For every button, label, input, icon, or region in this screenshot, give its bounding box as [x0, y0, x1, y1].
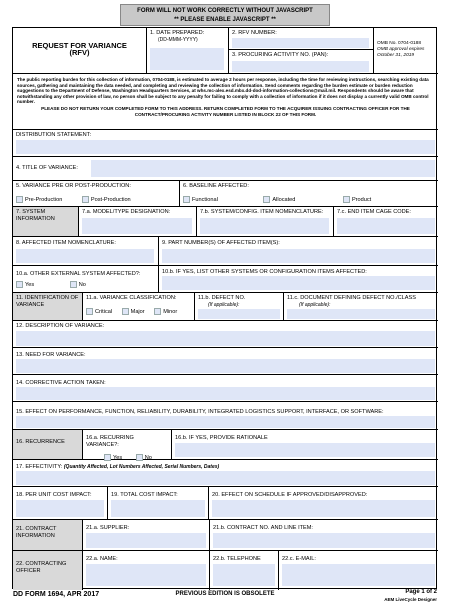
post-production-label: Post-Production	[90, 196, 131, 203]
minor-label: Minor	[163, 308, 178, 315]
total-cost-label: 19. TOTAL COST IMPACT:	[111, 492, 178, 498]
critical-checkbox[interactable]	[86, 308, 93, 315]
recurring-yes-label: Yes	[113, 454, 123, 461]
recurring-variance-label: 16.a. RECURRING VARIANCE?:	[86, 435, 134, 448]
form-subtitle: (RFV)	[69, 48, 90, 57]
title-of-variance-label: 4. TITLE OF VARIANCE:	[16, 165, 78, 171]
total-cost-cell	[108, 487, 209, 520]
model-type-label: 7.a. MODEL/TYPE DESIGNATION:	[82, 209, 171, 215]
identification-label: 11. IDENTIFICATION OF VARIANCE	[16, 295, 79, 308]
contracting-officer-label: 22. CONTRACTING OFFICER	[16, 561, 67, 574]
external-system-yes-label: Yes	[25, 281, 35, 288]
recurring-variance-cell	[83, 430, 172, 460]
other-systems-input[interactable]	[162, 276, 435, 290]
critical-label: Critical	[95, 308, 113, 315]
form-identifier: DD FORM 1694, APR 2017	[13, 591, 100, 598]
affected-item-cell	[13, 237, 159, 266]
per-unit-cost-input[interactable]	[16, 500, 104, 517]
need-label: 13. NEED FOR VARIANCE:	[16, 352, 86, 358]
part-numbers-cell	[159, 237, 438, 266]
burden-statement: The public reporting burden for this collection of information, 0704-0188, is estimated to average 2 hours per response, including the time for reviewing instructions, searching existing data sources, gathering and maintaining the data needed, and completing and reviewing the collection of information. Send comments regarding the burden estimate or burden reduction suggestions to the Department of Defense, Washington Headquarters Services, at whs.mc-alex.esd.mbx.dd-dod-information-collections@mail.mil. Respondents should be aware that notwithstanding any other provision of law, no person shall be subject to any penalty for failing to comply with a collection of information if it does not display a currently valid OMB control number.	[17, 77, 429, 105]
pre-post-production-label: 5. VARIANCE PRE OR POST-PRODUCTION:	[16, 183, 131, 189]
recurring-no-label: No	[144, 454, 152, 461]
procuring-activity-cell	[229, 50, 374, 74]
distribution-statement-cell	[13, 130, 438, 157]
officer-telephone-label: 22.b. TELEPHONE	[213, 556, 261, 562]
corrective-action-cell	[13, 375, 438, 402]
rfv-form	[12, 27, 437, 589]
officer-email-label: 22.c. E-MAIL:	[282, 556, 316, 562]
other-systems-label: 10.b. IF YES, LIST OTHER SYSTEMS OR CONFIGURATION ITEMS AFFECTED:	[162, 269, 367, 275]
defect-number-cell	[195, 293, 284, 321]
other-systems-cell	[159, 266, 438, 293]
officer-name-cell	[83, 551, 210, 590]
pre-post-production-cell	[13, 181, 180, 207]
end-item-cage-cell	[334, 207, 438, 237]
part-numbers-label: 9. PART NUMBER(S) OF AFFECTED ITEM(S):	[162, 240, 280, 246]
major-checkbox[interactable]	[122, 308, 129, 315]
system-nomenclature-label: 7.b. SYSTEM/CONFIG. ITEM NOMENCLATURE:	[200, 209, 324, 215]
burden-notice	[13, 74, 438, 130]
allocated-label: Allocated	[272, 196, 296, 203]
schedule-effect-input[interactable]	[212, 500, 435, 517]
effect-on-performance-label: 15. EFFECT ON PERFORMANCE, FUNCTION, RELIABILITY, DURABILITY, INTEGRATED LOGISTICS SUPPORT, INTERFACE, OR SOFTWARE:	[16, 409, 384, 415]
effectivity-hint: (Quantity Affected, Lot Numbers Affected, Serial Numbers, Dates)	[63, 464, 220, 470]
product-checkbox[interactable]	[343, 196, 350, 203]
model-type-input[interactable]	[82, 218, 192, 234]
javascript-warning-banner	[120, 4, 330, 26]
banner-line-2: ** PLEASE ENABLE JAVASCRIPT **	[174, 17, 276, 23]
external-system-label: 10.a. OTHER EXTERNAL SYSTEM AFFECTED?:	[16, 271, 141, 277]
description-label: 12. DESCRIPTION OF VARIANCE:	[16, 323, 105, 329]
officer-email-cell	[279, 551, 438, 590]
per-unit-cost-cell	[13, 487, 108, 520]
supplier-label: 21.a. SUPPLIER:	[86, 525, 130, 531]
contract-number-input[interactable]	[213, 533, 435, 548]
corrective-action-label: 14. CORRECTIVE ACTION TAKEN:	[16, 380, 106, 386]
pre-production-checkbox[interactable]	[16, 196, 23, 203]
procuring-activity-input[interactable]	[232, 61, 369, 72]
pre-production-label: Pre-Production	[25, 196, 63, 203]
date-format-hint: (DD-MMM-YYYY)	[158, 37, 198, 43]
recurrence-rationale-label: 16.b. IF YES, PROVIDE RATIONALE	[175, 435, 268, 441]
part-numbers-input[interactable]	[162, 249, 435, 263]
external-system-yes-checkbox[interactable]	[16, 281, 23, 288]
page-number: Page 1 of 2	[405, 589, 437, 595]
baseline-affected-cell	[180, 181, 438, 207]
officer-email-input[interactable]	[282, 564, 435, 586]
variance-classification-cell	[83, 293, 195, 321]
contract-information-label: 21. CONTRACT INFORMATION	[16, 526, 57, 539]
form-title-cell	[13, 28, 147, 74]
effectivity-label: 17. EFFECTIVITY:	[16, 464, 63, 470]
system-nomenclature-input[interactable]	[200, 218, 329, 234]
defect-document-cell	[284, 293, 438, 321]
date-prepared-cell	[147, 28, 229, 74]
defect-number-label: 11.b. DEFECT NO.	[198, 295, 246, 301]
end-item-cage-label: 7.c. END ITEM CAGE CODE:	[337, 209, 411, 215]
effectivity-cell	[13, 460, 438, 487]
per-unit-cost-label: 18. PER UNIT COST IMPACT:	[16, 492, 92, 498]
rfv-number-label: 2. RFV NUMBER:	[232, 30, 277, 36]
external-system-no-checkbox[interactable]	[70, 281, 77, 288]
need-input[interactable]	[16, 359, 435, 373]
contract-number-cell	[210, 520, 438, 551]
functional-label: Functional	[192, 196, 218, 203]
system-information-label: 7. SYSTEM INFORMATION	[16, 209, 55, 222]
omb-expiration: OMB approval expires October 31, 2019	[377, 47, 425, 58]
need-cell	[13, 348, 438, 375]
contract-number-label: 21.b. CONTRACT NO. AND LINE ITEM:	[213, 525, 313, 531]
distribution-input[interactable]	[16, 140, 435, 154]
allocated-checkbox[interactable]	[263, 196, 270, 203]
title-of-variance-input[interactable]	[91, 160, 435, 177]
system-information-header	[13, 207, 79, 237]
supplier-input[interactable]	[86, 533, 206, 548]
model-type-cell	[79, 207, 197, 237]
functional-checkbox[interactable]	[183, 196, 190, 203]
external-system-no-label: No	[78, 281, 86, 288]
designer-credit: AEM LiveCycle Designer	[384, 597, 437, 602]
effect-on-performance-cell	[13, 402, 438, 430]
schedule-effect-cell	[209, 487, 438, 520]
product-label: Product	[351, 196, 372, 203]
officer-telephone-cell	[210, 551, 279, 590]
defect-document-input[interactable]	[287, 309, 435, 319]
affected-item-label: 8. AFFECTED ITEM NOMENCLATURE:	[16, 240, 116, 246]
omb-info-cell	[374, 28, 438, 74]
title-of-variance-cell	[13, 157, 438, 181]
obsolete-notice: PREVIOUS EDITION IS OBSOLETE	[175, 591, 275, 597]
description-cell	[13, 321, 438, 348]
recurrence-header	[13, 430, 83, 460]
total-cost-input[interactable]	[111, 500, 205, 517]
supplier-cell	[83, 520, 210, 551]
variance-classification-label: 11.a. VARIANCE CLASSIFICATION:	[86, 295, 177, 301]
defect-document-label: 11.c. DOCUMENT DEFINING DEFECT NO./CLASS	[287, 295, 416, 301]
end-item-cage-input[interactable]	[337, 218, 435, 234]
schedule-effect-label: 20. EFFECT ON SCHEDULE IF APPROVED/DISAPPROVED:	[212, 492, 368, 498]
major-label: Major	[130, 308, 145, 315]
recurrence-label: 16. RECURRENCE	[16, 439, 65, 445]
date-prepared-input[interactable]	[150, 48, 224, 70]
external-system-cell	[13, 266, 159, 293]
post-production-checkbox[interactable]	[82, 196, 89, 203]
corrective-action-input[interactable]	[16, 387, 435, 400]
identification-header	[13, 293, 83, 321]
contract-information-header	[13, 520, 83, 551]
procuring-activity-label: 3. PROCURING ACTIVITY NO. (PAN):	[232, 52, 329, 58]
rfv-number-cell	[229, 28, 374, 50]
system-nomenclature-cell	[197, 207, 334, 237]
minor-checkbox[interactable]	[154, 308, 161, 315]
recurrence-rationale-cell	[172, 430, 438, 460]
rfv-number-input[interactable]	[232, 38, 369, 48]
form-title: REQUEST FOR VARIANCE	[32, 41, 127, 50]
defect-number-input[interactable]	[198, 309, 280, 319]
effectivity-input[interactable]	[16, 471, 435, 485]
contracting-officer-header	[13, 551, 83, 590]
officer-name-label: 22.a. NAME:	[86, 556, 118, 562]
omb-number: OMB No. 0704-0188	[377, 41, 421, 46]
description-input[interactable]	[16, 331, 435, 346]
officer-telephone-input[interactable]	[213, 564, 275, 586]
banner-line-1: FORM WILL NOT WORK CORRECTLY WITHOUT JAVASCRIPT	[137, 8, 313, 14]
officer-name-input[interactable]	[86, 564, 206, 586]
effect-on-performance-input[interactable]	[16, 416, 435, 428]
affected-item-input[interactable]	[16, 249, 154, 263]
date-prepared-label: 1. DATE PREPARED:	[150, 30, 205, 36]
defect-number-hint: (If applicable):	[208, 302, 240, 308]
distribution-label: DISTRIBUTION STATEMENT:	[16, 132, 91, 138]
return-instructions: PLEASE DO NOT RETURN YOUR COMPLETED FORM TO THIS ADDRESS. RETURN COMPLETED FORM TO THE ACQUIRER ISSUING CONTRACTING OFFICER FOR THE CONTRACT/PROCURING ACTIVITY NUMBER LISTED IN BLOCK 22 OF THIS FORM.	[41, 105, 410, 117]
defect-document-hint: (If applicable):	[299, 302, 331, 308]
baseline-affected-label: 6. BASELINE AFFECTED:	[183, 183, 249, 189]
recurrence-rationale-input[interactable]	[175, 443, 435, 457]
